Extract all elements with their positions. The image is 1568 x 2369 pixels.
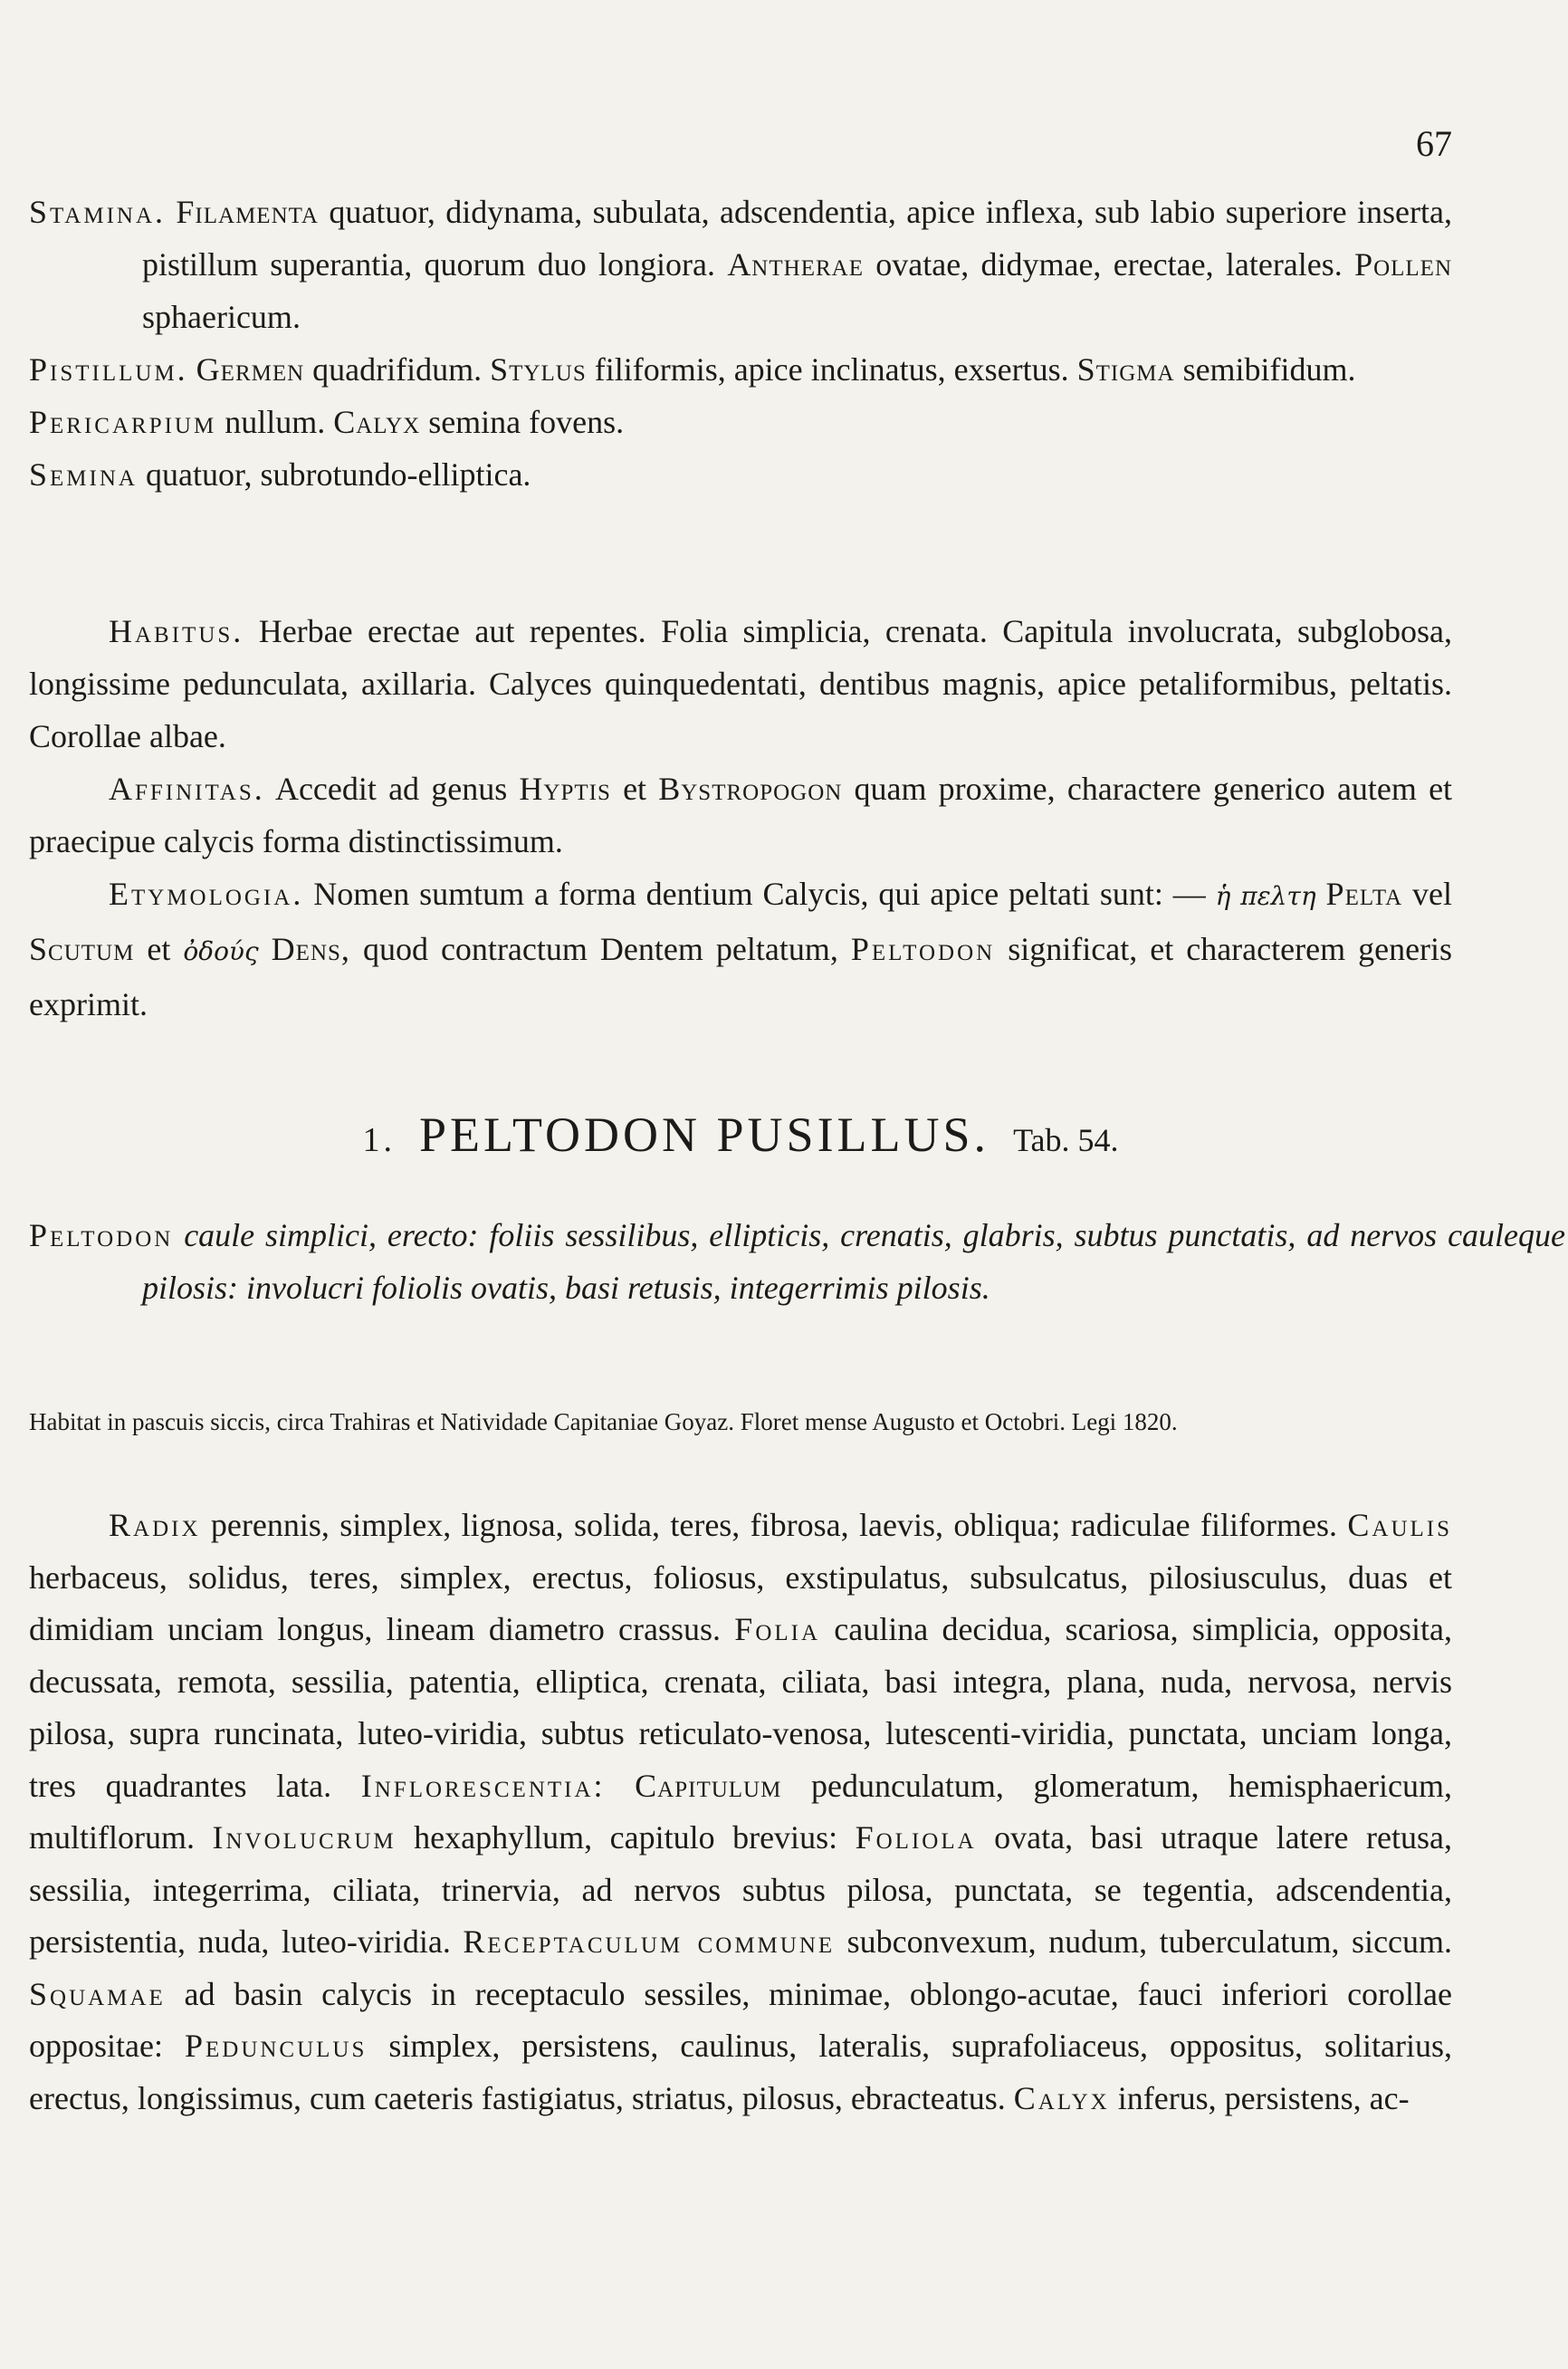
species-description: [29, 1500, 1452, 2124]
plate-reference: Tab. 54.: [1013, 1122, 1119, 1158]
caulis-label: Caulis: [1347, 1507, 1453, 1543]
remarks-section: [29, 605, 1452, 1031]
etymologia-paragraph: [29, 868, 1452, 1031]
affinitas-text-1: Accedit ad genus: [274, 771, 508, 807]
involucrum-text: hexaphyllum, capitulo brevius:: [414, 1819, 838, 1856]
antherae-text: ovatae, didymae, erectae, laterales.: [875, 246, 1343, 283]
stamina-entry: [29, 186, 1452, 343]
semina-text: quatuor, subrotundo-elliptica.: [145, 456, 531, 493]
involucrum-label: Involucrum: [212, 1819, 397, 1856]
radix-text: perennis, simplex, lignosa, solida, teres, fibrosa, laevis, obliqua; radiculae filiformes.: [210, 1507, 1337, 1543]
stylus-text: filiformis, apice inclinatus, exsertus.: [594, 351, 1069, 388]
pedunculus-label: Pedunculus: [184, 2028, 368, 2064]
habitus-label: Habitus.: [109, 613, 244, 649]
peltodon-word: Peltodon: [850, 931, 996, 967]
species-name: PELTODON PUSILLUS.: [418, 1108, 990, 1162]
affinitas-et: et: [623, 771, 647, 807]
species-number: 1.: [362, 1121, 396, 1159]
caulis-text: herbaceus, solidus, teres, simplex, erectus, foliosus, exstipulatus, subsulcatus, pilosiusculus, duas et dimidiam unciam longus, lineam diametro crassus.: [29, 1559, 1452, 1647]
calyx-description-label: Calyx: [1013, 2079, 1110, 2116]
squamae-text: ad basin calycis in receptaculo sessiles, minimae, oblongo-acutae, fauci inferiori corollae oppositae:: [29, 1975, 1453, 2064]
etymologia-text-2: quod contractum Dentem peltatum,: [362, 931, 838, 967]
radix-label: Radix: [109, 1507, 201, 1543]
folia-label: Folia: [734, 1611, 821, 1647]
affinitas-label: Affinitas.: [109, 771, 265, 807]
calyx-label: Calyx: [333, 404, 421, 440]
species-title: [29, 1107, 1452, 1163]
habitus-paragraph: [29, 605, 1452, 762]
foliola-text: ovata, basi utraque latere retusa, sessilia, integerrima, ciliata, trinervia, ad nervos subtus pilosa, punctata, se tegentia, adscendentia, persistentia, nuda, luteo-viridia.: [29, 1819, 1453, 1960]
receptaculum-text: subconvexum, nudum, tuberculatum, siccum.: [846, 1923, 1453, 1960]
hyptis-genus: Hyptis: [519, 771, 611, 807]
stigma-label: Stigma: [1076, 351, 1175, 388]
pericarpium-label: Pericarpium: [29, 404, 217, 440]
folia-text: caulina decidua, scariosa, simplicia, opposita, decussata, remota, sessilia, patentia, elliptica, crenata, ciliata, basi integra, plana, nuda, nervosa, nervis pilosa, supra runcinata, luteo-viridia, subtus reticulato-venosa, lutescenti-viridia, punctata, unciam longa, tres quadrantes lata.: [29, 1611, 1453, 1804]
pericarpium-text: nullum.: [225, 404, 326, 440]
scutum-word: Scutum: [29, 931, 135, 967]
pollen-text: sphaericum.: [142, 299, 301, 335]
calyx-description-text: inferus, persistens, ac-: [1117, 2079, 1410, 2116]
pistillum-label: Pistillum.: [29, 351, 188, 388]
pericarpium-entry: [29, 396, 1452, 448]
etymologia-vel: vel: [1412, 876, 1452, 912]
species-diagnosis: [29, 1209, 1565, 1314]
greek-pelte: ἡ πελτη: [1215, 881, 1316, 911]
stamina-label: Stamina.: [29, 194, 167, 230]
germen-label: Germen: [196, 351, 305, 388]
diagnosis-text: caule simplici, erecto: foliis sessilibus, ellipticis, crenatis, glabris, subtus punctatis, ad nervos cauleque pilosis: involucri foliolis ovatis, basi retusis, integerrimis pilosis.: [142, 1217, 1566, 1306]
etymologia-text-1: Nomen sumtum a forma dentium Calycis, qui apice peltati sunt: —: [313, 876, 1206, 912]
greek-odous: ὀδούς: [183, 936, 259, 966]
inflorescentia-label: Inflorescentia:: [360, 1767, 606, 1804]
pistillum-entry: [29, 343, 1452, 396]
germen-text: quadrifidum.: [312, 351, 483, 388]
squamae-label: Squamae: [29, 1975, 166, 2012]
page-number: 67: [1416, 123, 1452, 164]
pedunculus-text: simplex, persistens, caulinus, lateralis, suprafoliaceus, oppositus, solitarius, erectus, longissimus, cum caeteris fastigiatus, striatus, pilosus, ebracteatus.: [29, 2028, 1453, 2116]
etymologia-et: et: [147, 931, 171, 967]
foliola-label: Foliola: [855, 1819, 977, 1856]
capitulum-text: pedunculatum, glomeratum, hemisphaericum, multiflorum.: [29, 1767, 1453, 1856]
bystropogon-genus: Bystropogon: [658, 771, 843, 807]
diagnosis-genus-label: Peltodon: [29, 1217, 174, 1253]
affinitas-paragraph: [29, 762, 1452, 868]
habitus-text: Herbae erectae aut repentes. Folia simplicia, crenata. Capitula involucrata, subglobosa, longissime pedunculata, axillaria. Calyces quinquedentati, dentibus magnis, apice petaliformibus, peltatis. Corollae albae.: [29, 613, 1452, 754]
pollen-label: Pollen: [1354, 246, 1453, 283]
capitulum-label: Capitulum: [635, 1767, 782, 1804]
semina-label: Semina: [29, 456, 138, 493]
dens-word: Dens,: [271, 931, 350, 967]
stigma-text: semibifidum.: [1182, 351, 1356, 388]
pelta-word: Pelta: [1325, 876, 1403, 912]
receptaculum-label: Receptaculum commune: [463, 1923, 836, 1960]
generic-character-section: [29, 186, 1452, 501]
semina-entry: [29, 448, 1452, 501]
filamenta-label: Filamenta: [176, 194, 319, 230]
affinitas-text-2: quam proxime, charactere generico autem et praecipue calycis forma distinctissimum.: [29, 771, 1453, 859]
filamenta-text: quatuor, didynama, subulata, adscendentia, apice inflexa, sub labio superiore inserta, pistillum superantia, quorum duo longiora.: [142, 194, 1452, 283]
stylus-label: Stylus: [490, 351, 587, 388]
etymologia-text-3: significat, et characterem generis exprimit.: [29, 931, 1453, 1022]
habitat-line: Habitat in pascuis siccis, circa Trahiras et Natividade Capitaniae Goyaz. Floret mense Augusto et Octobri. Legi 1820.: [29, 1408, 1178, 1435]
antherae-label: Antherae: [727, 246, 864, 283]
etymologia-label: Etymologia.: [109, 876, 304, 912]
calyx-text: semina fovens.: [428, 404, 625, 440]
